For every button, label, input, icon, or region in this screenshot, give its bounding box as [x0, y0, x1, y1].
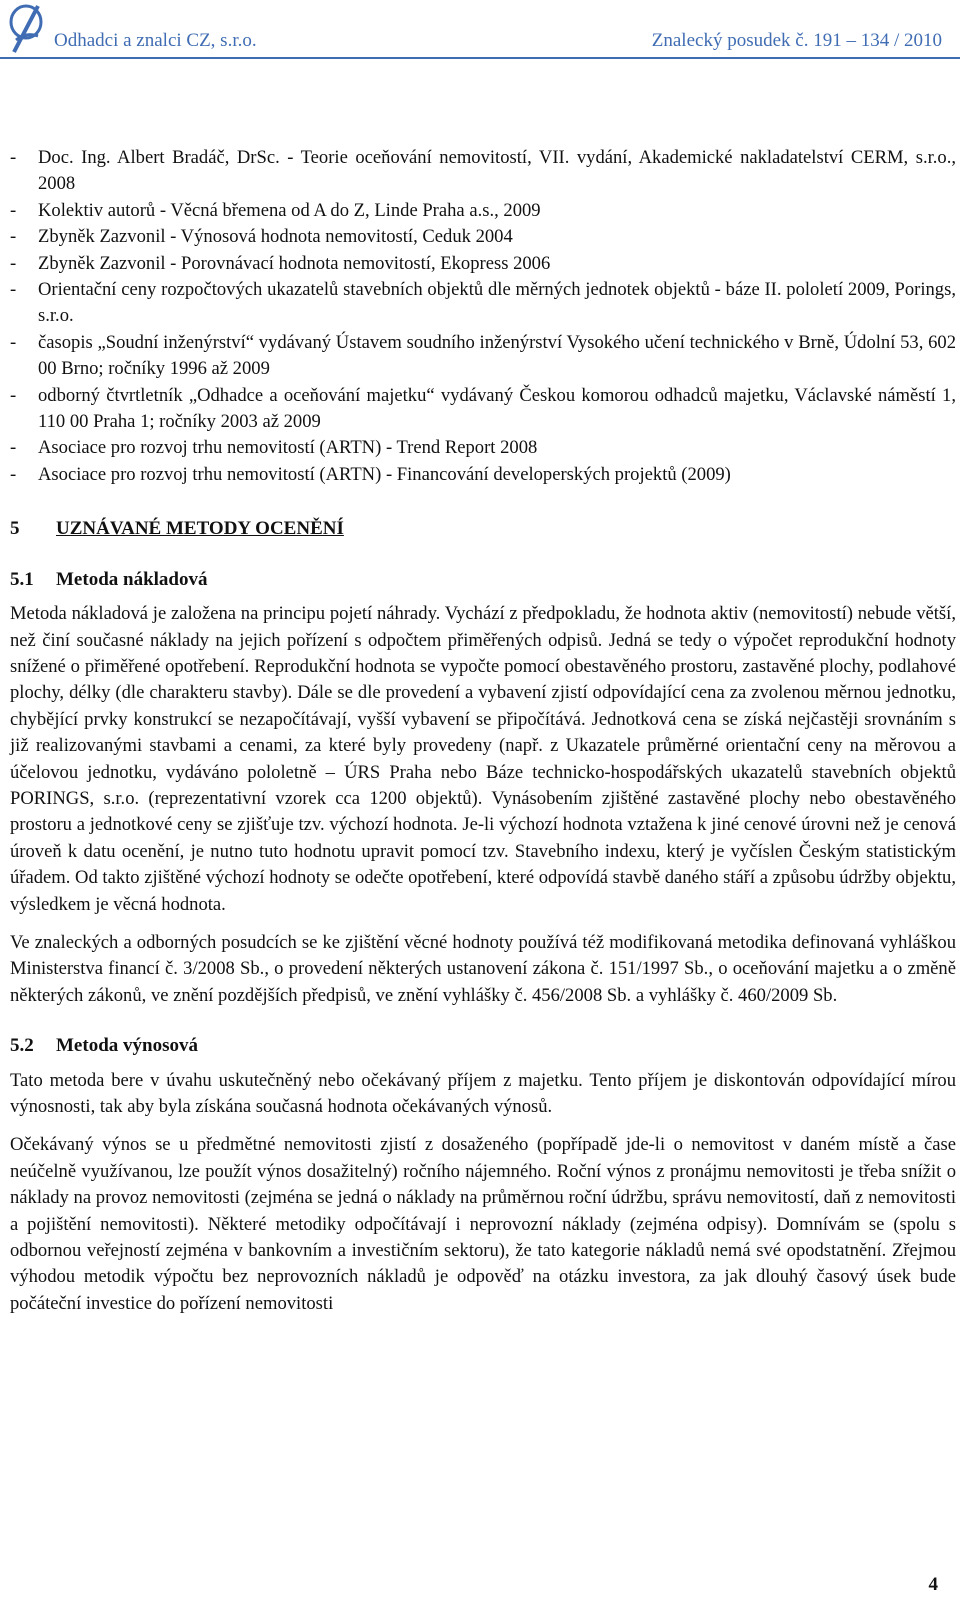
- company-logo-icon: [8, 2, 44, 56]
- list-item: - Doc. Ing. Albert Bradáč, DrSc. - Teorie oceňování nemovitostí, VII. vydání, Akademické nakladatelství CERM, s.r.o., 2008: [10, 147, 956, 195]
- subsection-heading: 5.1 Metoda nákladová: [10, 568, 208, 590]
- list-item: - Orientační ceny rozpočtových ukazatelů stavebních objektů dle měrných jednotek objektů - báze II. pololetí 2009, Porings, s.r.o.: [10, 279, 956, 327]
- list-item: - Asociace pro rozvoj trhu nemovitostí (ARTN) - Trend Report 2008: [10, 437, 538, 459]
- list-item: - Asociace pro rozvoj trhu nemovitostí (ARTN) - Financování developerských projektů (2009): [10, 463, 731, 485]
- list-item: - odborný čtvrtletník „Odhadce a oceňování majetku“ vydávaný Českou komorou odhadců majetku, Václavské náměstí 1, 110 00 Praha 1; ročníky 2003 až 2009: [10, 384, 956, 433]
- list-item: - Zbyněk Zazvonil - Výnosová hodnota nemovitostí, Ceduk 2004: [10, 226, 513, 248]
- paragraph: Tato metoda bere v úvahu uskutečněný nebo očekávaný příjem z majetku. Tento příjem je diskontován odpovídající mírou výnosnosti, tak aby byla získána současná hodnota očekávaných výnosů.: [10, 1069, 956, 1117]
- section-heading: 5 UZNÁVANÉ METODY OCENĚNÍ: [10, 518, 344, 540]
- list-item: - Kolektiv autorů - Věcná břemena od A do Z, Linde Praha a.s., 2009: [10, 199, 541, 221]
- paragraph: Metoda nákladová je založena na principu pojetí náhrady. Vychází z předpokladu, že hodnota aktiv (nemovitostí) nebude větší, než činí současné náklady na jejich pořízení s odpočtem přiměřených odpisů. Jedná se tedy o výpočet reprodukční hodnoty snížené o přiměřené opotřebení. Reprodukční hodnota se vypočte pomocí obestavěného prostoru, zastavěné plochy, podlahové plochy, délky (dle charakteru stavby). Dále se dle provedení a vybavení zjistí odpovídající cena za zvolenou měrnou jednotku, chybějící prvky konstrukcí se nezapočítávají, vyšší vybavení se připočítává. Jednotková cena se získá nejčastěji srovnáním s již realizovanými stavbami a cenami, za které byly provedeny (např. z Ukazatele průměrné orientační ceny na měrovou a účelovou jednotku, vydáváno pololetně – ÚRS Praha nebo Báze technicko-hospodářských ukazatelů stavebních objektů PORINGS, s.r.o. (reprezentativní vzorek cca 1200 objektů). Vynásobením zjištěné zastavěné plochy nebo obestavěného prostoru a jednotkové ceny se zjišťuje tzv. výchozí hodnota. Je-li výchozí hodnota vztažena k jiné cenové úrovni než je cenová úroveň k datu ocenění, je nutno tuto hodnotu upravit pomocí tzv. Stavebního indexu, který je vyčíslen Českým statistickým úřadem. Od takto zjištěné výchozí hodnoty se odečte opotřebení, které odpovídá stavbě daného stáří a způsobu údržby objektu, výsledkem je věcná hodnota.: [10, 603, 956, 915]
- header-divider: [0, 57, 960, 59]
- reference-list: [10, 145, 956, 488]
- paragraph: Ve znaleckých a odborných posudcích se ke zjištění věcné hodnoty používá též modifikovaná metodika definovaná vyhláškou Ministerstva financí č. 3/2008 Sb., o provedení některých ustanovení zákona č. 151/1997 Sb., o oceňování majetku a o změně některých zákonů, ve znění pozdějších předpisů, ve znění vyhlášky č. 456/2008 Sb. a vyhlášky č. 460/2009 Sb.: [10, 931, 956, 1006]
- page-content: [10, 145, 956, 1317]
- subsection-heading: 5.2 Metoda výnosová: [10, 1035, 198, 1057]
- report-number: Znalecký posudek č. 191 – 134 / 2010: [651, 30, 942, 51]
- page-header: [0, 0, 960, 62]
- list-item: - časopis „Soudní inženýrství“ vydávaný Ústavem soudního inženýrství Vysokého učení technického v Brně, Údolní 53, 602 00 Brno; ročníky 1996 až 2009: [10, 331, 956, 380]
- list-item: - Zbyněk Zazvonil - Porovnávací hodnota nemovitostí, Ekopress 2006: [10, 252, 551, 274]
- paragraph: Očekávaný výnos se u předmětné nemovitosti zjistí z dosaženého (popřípadě jde-li o nemovitost v daném místě a čase neúčelně využívanou, lze použít výnos dosažitelný) ročního nájemného. Roční výnos z pronájmu nemovitosti je třeba snížit o náklady na provoz nemovitosti (zejména se jedná o náklady na průměrnou roční údržbu, správu nemovitostí, daň z nemovitosti a pojištění nemovitosti). Některé metodiky odpočítávají i neprovozní náklady (zejména odpisy). Domnívám se (spolu s odbornou veřejností zejména v bankovním a investičním sektoru), že tato kategorie nákladů nemá své opodstatnění. Zřejmou výhodou metodik výpočtu bez neprovozních nákladů je odpověď na otázku investora, za jak dlouhý časový úsek bude počáteční investice do pořízení nemovitosti: [10, 1134, 956, 1314]
- company-name: Odhadci a znalci CZ, s.r.o.: [54, 30, 257, 51]
- page-number: 4: [928, 1574, 938, 1595]
